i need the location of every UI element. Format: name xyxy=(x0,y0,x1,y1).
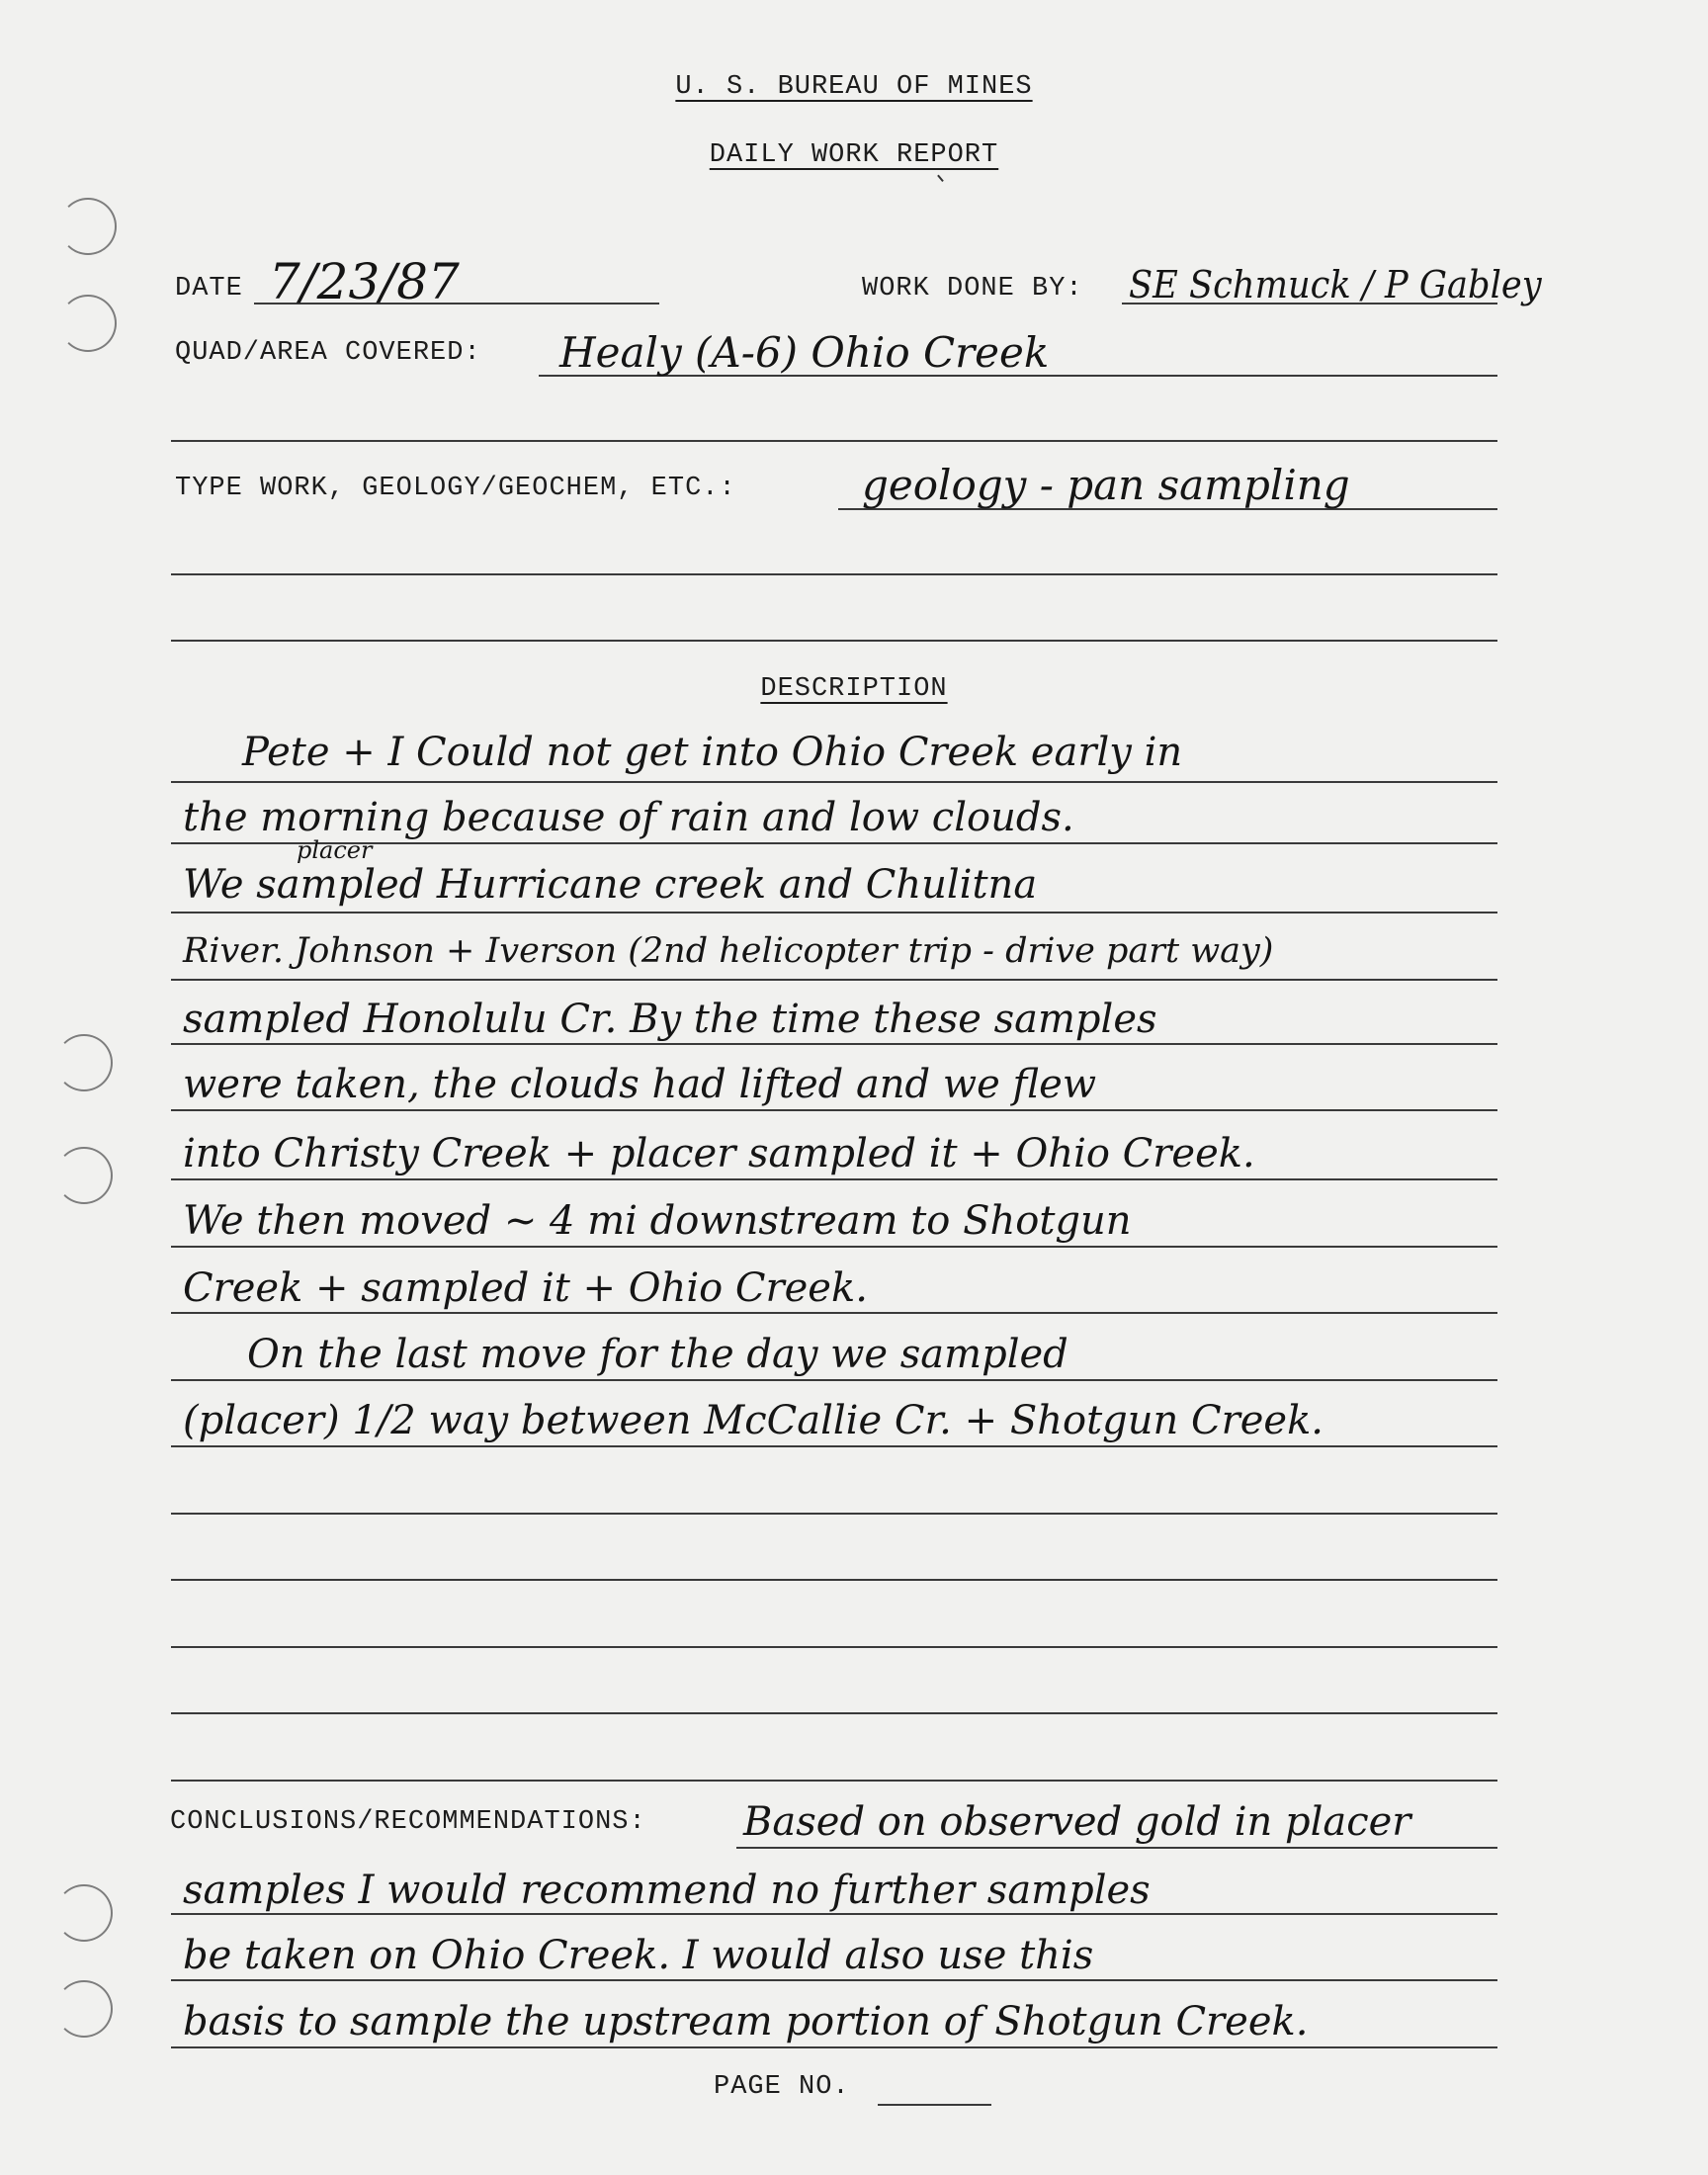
description-rule-12 xyxy=(171,1513,1497,1515)
description-line: On the last move for the day we sampled xyxy=(247,1332,1068,1377)
work-done-by-label: WORK DONE BY: xyxy=(862,274,1083,304)
conclusions-rule-4 xyxy=(171,2046,1497,2048)
page-number-rule xyxy=(878,2104,991,2106)
description-rule-7 xyxy=(171,1178,1497,1180)
description-rule-5 xyxy=(171,1043,1497,1045)
description-rule-13 xyxy=(171,1579,1497,1581)
conclusions-label: CONCLUSIONS/RECOMMENDATIONS: xyxy=(170,1807,646,1837)
agency-title: U. S. BUREAU OF MINES xyxy=(675,72,1033,102)
description-line: sampled Honolulu Cr. By the time these samples xyxy=(183,997,1157,1042)
description-heading: DESCRIPTION xyxy=(760,674,948,704)
conclusions-line: Based on observed gold in placer xyxy=(743,1799,1411,1845)
type-work-value: geology - pan sampling xyxy=(862,461,1350,509)
description-line: River. Johnson + Iverson (2nd helicopter trip - drive part way) xyxy=(183,931,1274,971)
conclusions-line: basis to sample the upstream portion of Shotgun Creek. xyxy=(183,1999,1309,2044)
description-rule-16 xyxy=(171,1780,1497,1782)
description-line: the morning because of rain and low clouds. xyxy=(183,795,1074,840)
report-title: DAILY WORK REPORT xyxy=(709,140,999,170)
conclusions-line: samples I would recommend no further samples xyxy=(183,1868,1151,1913)
date-label: DATE xyxy=(175,274,243,304)
quad-area-value: Healy (A-6) Ohio Creek xyxy=(559,328,1050,377)
page-number-label: PAGE NO. xyxy=(714,2072,850,2102)
description-line: (placer) 1/2 way between McCallie Cr. + Shotgun Creek. xyxy=(183,1398,1324,1443)
binder-hole-4 xyxy=(55,1147,113,1204)
description-line: were taken, the clouds had lifted and we flew xyxy=(183,1062,1097,1107)
binder-hole-3 xyxy=(55,1034,113,1091)
binder-hole-5 xyxy=(55,1884,113,1942)
description-rule-4 xyxy=(171,979,1497,981)
type-work-rule-3 xyxy=(171,640,1497,642)
description-rule-8 xyxy=(171,1246,1497,1248)
description-line: Pete + I Could not get into Ohio Creek early in xyxy=(242,730,1183,775)
conclusions-rule-1 xyxy=(736,1847,1497,1849)
quad-area-label: QUAD/AREA COVERED: xyxy=(175,338,481,368)
work-done-by-value: SE Schmuck / P Gabley xyxy=(1129,263,1542,306)
description-rule-3 xyxy=(171,912,1497,914)
conclusions-rule-3 xyxy=(171,1979,1497,1981)
type-work-rule-2 xyxy=(171,573,1497,575)
description-insertion: placer xyxy=(297,836,373,864)
description-rule-10 xyxy=(171,1379,1497,1381)
description-rule-9 xyxy=(171,1312,1497,1314)
description-line: Creek + sampled it + Ohio Creek. xyxy=(183,1265,868,1311)
description-line: We sampled Hurricane creek and Chulitna xyxy=(183,862,1038,908)
description-line: into Christy Creek + placer sampled it + Ohio Creek. xyxy=(183,1131,1255,1176)
type-work-label: TYPE WORK, GEOLOGY/GEOCHEM, ETC.: xyxy=(175,474,736,503)
conclusions-rule-2 xyxy=(171,1913,1497,1915)
conclusions-line: be taken on Ohio Creek. I would also use this xyxy=(183,1933,1094,1978)
description-rule-1 xyxy=(171,781,1497,783)
binder-hole-1 xyxy=(59,198,117,255)
quad-area-rule-2 xyxy=(171,440,1497,442)
description-line: We then moved ~ 4 mi downstream to Shotgun xyxy=(183,1198,1132,1244)
binder-hole-2 xyxy=(59,295,117,352)
description-rule-11 xyxy=(171,1445,1497,1447)
date-value: 7/23/87 xyxy=(269,253,460,310)
description-rule-15 xyxy=(171,1712,1497,1714)
binder-hole-6 xyxy=(55,1980,113,2038)
description-rule-14 xyxy=(171,1646,1497,1648)
description-rule-6 xyxy=(171,1109,1497,1111)
stray-mark xyxy=(937,172,947,182)
